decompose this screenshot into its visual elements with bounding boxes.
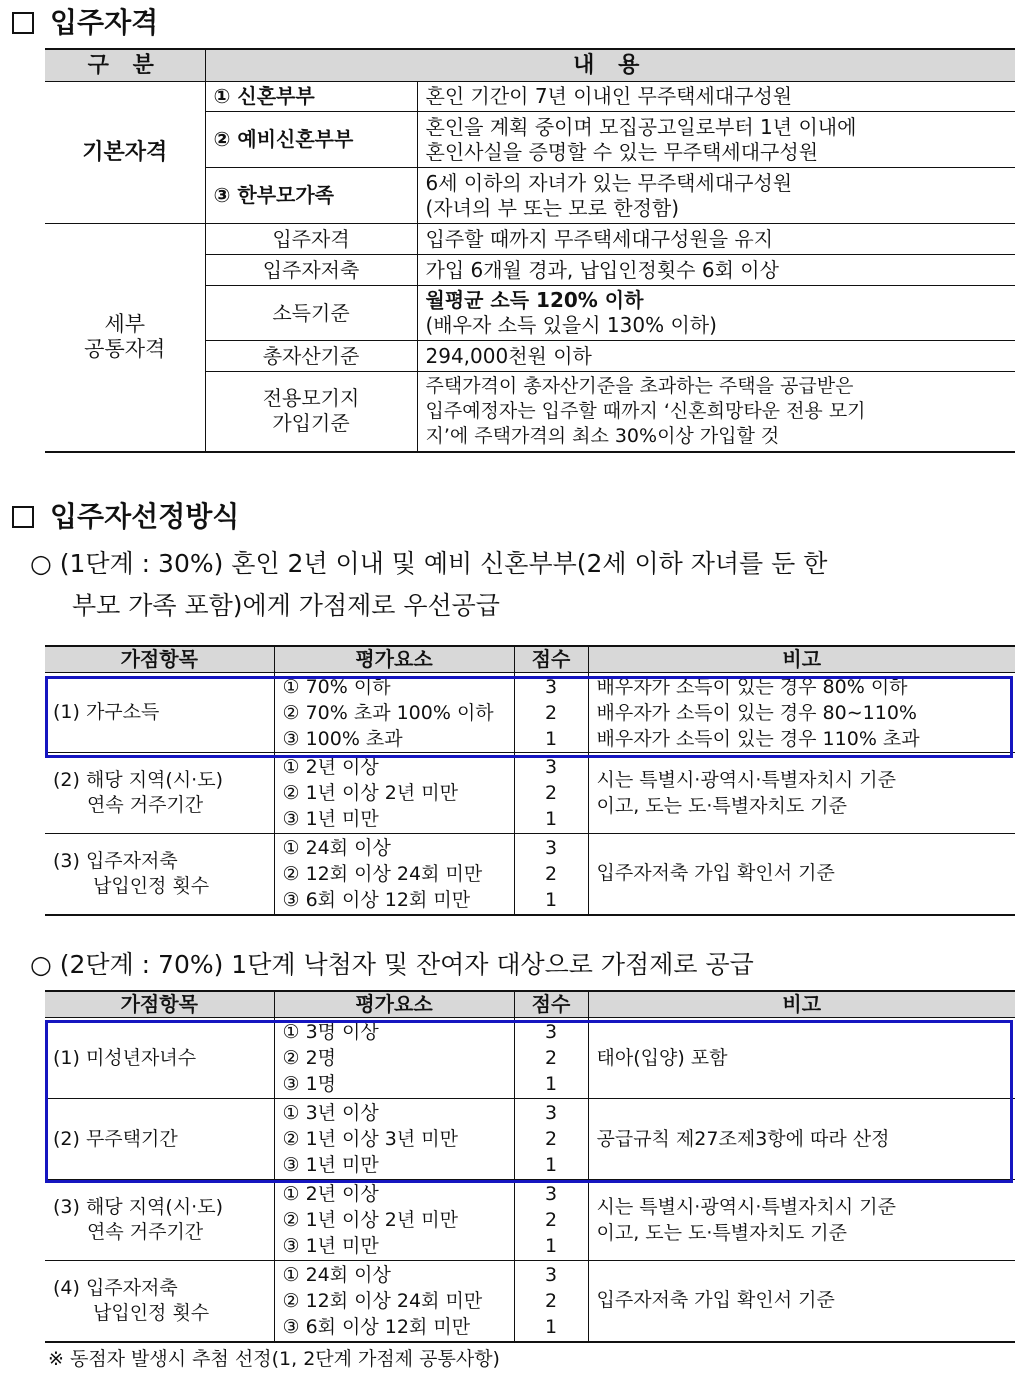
factor-cell: ① 2년 이상 ② 1년 이상 2년 미만 ③ 1년 미만 <box>274 1180 514 1261</box>
detail-row-desc: 주택가격이 총자산기준을 초과하는 주택을 공급받은 입주예정자는 입주할 때까지 ‘신혼희망타운 전용 모기 지’에 주택가격의 최소 30%이상 가입할 것 <box>417 372 1015 452</box>
section-title-text: 입주자선정방식 <box>50 500 240 533</box>
detail-group-label: 세부 공통자격 <box>45 224 205 452</box>
header-item: 가점항목 <box>45 646 274 673</box>
factor-cell: ① 3명 이상 ② 2명 ③ 1명 <box>274 1018 514 1099</box>
stage2-description: ○ (2단계 : 70%) 1단계 낙첨자 및 잔여자 대상으로 가점제로 공급 <box>30 950 754 979</box>
item-cell: (2) 무주택기간 <box>45 1099 274 1180</box>
score-cell: 3 2 1 <box>514 1261 588 1342</box>
detail-row-desc: 가입 6개월 경과, 납입인정횟수 6회 이상 <box>417 255 1015 286</box>
detail-row-name: 총자산기준 <box>205 341 417 372</box>
section-title-eligibility <box>12 6 158 40</box>
basic-row-desc: 혼인을 계획 중이며 모집공고일로부터 1년 이내에 혼인사실을 증명할 수 있는 무주택세대구성원 <box>417 112 1015 168</box>
score-cell: 3 2 1 <box>514 834 588 915</box>
score-cell: 3 2 1 <box>514 1018 588 1099</box>
header-score: 점수 <box>514 646 588 673</box>
footnote: ※ 동점자 발생시 추첨 선정(1, 2단계 가점제 공통사항) <box>48 1348 500 1370</box>
detail-row-name: 입주자격 <box>205 224 417 255</box>
header-note: 비고 <box>588 991 1015 1018</box>
note-cell: 시는 특별시·광역시·특별자치시 기준 이고, 도는 도·특별자치도 기준 <box>588 753 1015 834</box>
factor-cell: ① 70% 이하 ② 70% 초과 100% 이하 ③ 100% 초과 <box>274 673 514 753</box>
stage2-points-table <box>45 990 1015 1343</box>
factor-cell: ① 24회 이상 ② 12회 이상 24회 미만 ③ 6회 이상 12회 미만 <box>274 1261 514 1342</box>
item-cell: (1) 가구소득 <box>45 673 274 753</box>
item-cell: (4) 입주자저축 납입인정 횟수 <box>45 1261 274 1342</box>
detail-row-name: 소득기준 <box>205 286 417 341</box>
score-cell: 3 2 1 <box>514 673 588 753</box>
stage1-points-table <box>45 645 1015 916</box>
note-cell: 공급규칙 제27조제3항에 따라 산정 <box>588 1099 1015 1180</box>
item-cell: (3) 입주자저축 납입인정 횟수 <box>45 834 274 915</box>
header-factor: 평가요소 <box>274 646 514 673</box>
basic-row-desc: 6세 이하의 자녀가 있는 무주택세대구성원 (자녀의 부 또는 모로 한정함) <box>417 168 1015 224</box>
note-cell: 태아(입양) 포함 <box>588 1018 1015 1099</box>
item-cell: (3) 해당 지역(시·도) 연속 거주기간 <box>45 1180 274 1261</box>
factor-cell: ① 2년 이상 ② 1년 이상 2년 미만 ③ 1년 미만 <box>274 753 514 834</box>
section-title-text: 입주자격 <box>50 6 159 39</box>
basic-row-name: ③ 한부모가족 <box>205 168 417 224</box>
eligibility-table <box>45 48 1015 453</box>
score-cell: 3 2 1 <box>514 1099 588 1180</box>
checkbox-square-icon <box>12 12 34 34</box>
basic-row-name: ① 신혼부부 <box>205 82 417 112</box>
header-note: 비고 <box>588 646 1015 673</box>
note-cell: 입주자저축 가입 확인서 기준 <box>588 834 1015 915</box>
factor-cell: ① 3년 이상 ② 1년 이상 3년 미만 ③ 1년 미만 <box>274 1099 514 1180</box>
header-factor: 평가요소 <box>274 991 514 1018</box>
header-score: 점수 <box>514 991 588 1018</box>
header-content: 내 용 <box>205 49 1015 82</box>
detail-row-name: 입주자저축 <box>205 255 417 286</box>
item-cell: (1) 미성년자녀수 <box>45 1018 274 1099</box>
score-cell: 3 2 1 <box>514 1180 588 1261</box>
header-item: 가점항목 <box>45 991 274 1018</box>
stage1-description: ○ (1단계 : 30%) 혼인 2년 이내 및 예비 신혼부부(2세 이하 자녀를 둔 한 부모 가족 포함)에게 가점제로 우선공급 <box>30 549 828 620</box>
detail-row-desc: 입주할 때까지 무주택세대구성원을 유지 <box>417 224 1015 255</box>
score-cell: 3 2 1 <box>514 753 588 834</box>
basic-row-desc: 혼인 기간이 7년 이내인 무주택세대구성원 <box>417 82 1015 112</box>
note-cell: 시는 특별시·광역시·특별자치시 기준 이고, 도는 도·특별자치도 기준 <box>588 1180 1015 1261</box>
detail-row-name: 전용모기지 가입기준 <box>205 372 417 452</box>
detail-row-desc: 294,000천원 이하 <box>417 341 1015 372</box>
factor-cell: ① 24회 이상 ② 12회 이상 24회 미만 ③ 6회 이상 12회 미만 <box>274 834 514 915</box>
item-cell: (2) 해당 지역(시·도) 연속 거주기간 <box>45 753 274 834</box>
section-title-selection <box>12 500 239 534</box>
note-cell: 배우자가 소득이 있는 경우 80% 이하 배우자가 소득이 있는 경우 80∼110% 배우자가 소득이 있는 경우 110% 초과 <box>588 673 1015 753</box>
detail-row-desc: 월평균 소득 120% 이하 (배우자 소득 있을시 130% 이하) <box>417 286 1015 341</box>
header-category: 구 분 <box>45 49 205 82</box>
basic-group-label: 기본자격 <box>45 82 205 224</box>
checkbox-square-icon <box>12 506 34 528</box>
note-cell: 입주자저축 가입 확인서 기준 <box>588 1261 1015 1342</box>
basic-row-name: ② 예비신혼부부 <box>205 112 417 168</box>
